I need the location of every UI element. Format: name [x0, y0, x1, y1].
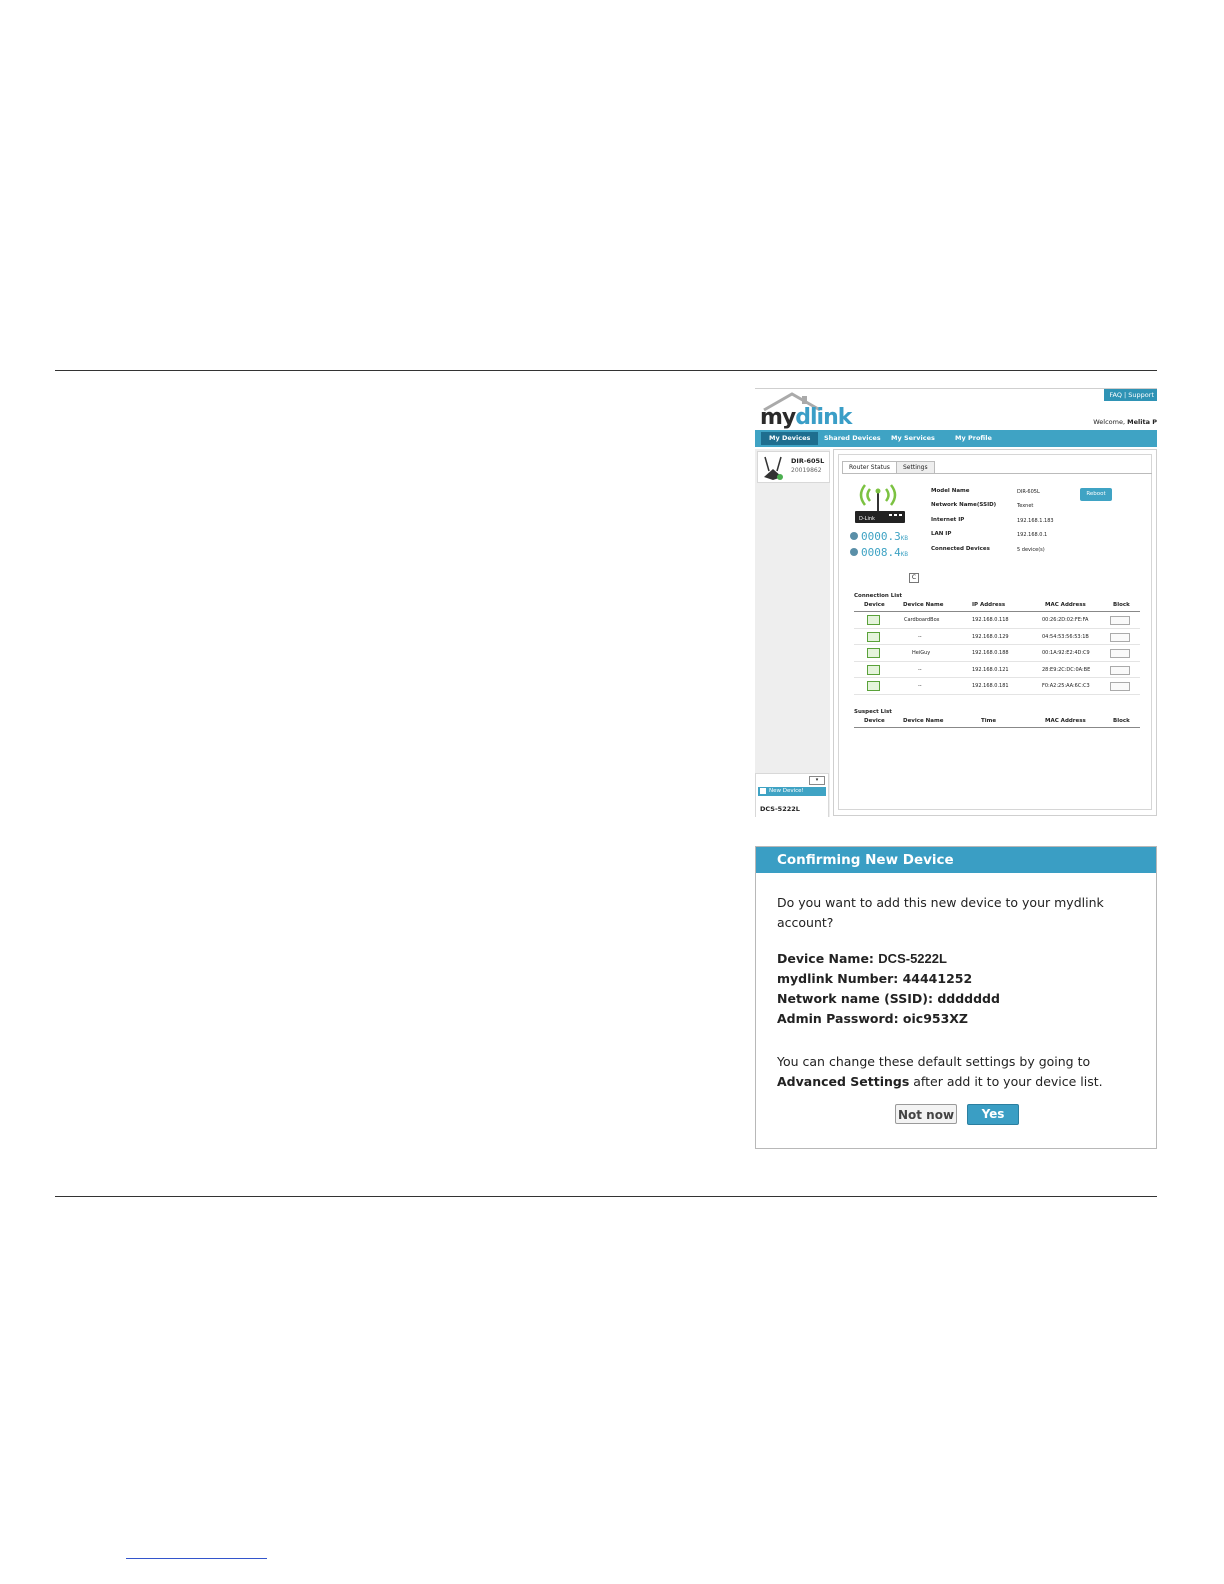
model-label: Model Name: [931, 488, 970, 494]
model-value: DIR-605L: [1017, 489, 1040, 495]
table-row: CardboardBox 192.168.0.118 00:26:2D:02:FE:FA: [854, 612, 1140, 629]
block-toggle[interactable]: [1110, 633, 1130, 642]
router-wifi-icon: [849, 481, 907, 527]
device-sidebar: [755, 449, 830, 817]
upload-icon: [850, 532, 858, 540]
refresh-icon[interactable]: C: [909, 573, 919, 583]
new-device-name: DCS-5222L: [760, 805, 800, 813]
router-icon: [761, 455, 785, 481]
ssid-label: Network Name(SSID): [931, 502, 997, 508]
device-monitor-icon: [867, 681, 880, 691]
device-monitor-icon: [867, 615, 880, 625]
user-name: Melita P: [1127, 418, 1157, 426]
device-monitor-icon: [867, 665, 880, 675]
connected-devices-label: Connected Devices: [931, 546, 990, 552]
tab-router-status[interactable]: Router Status: [842, 461, 897, 473]
connection-table-header: Device Device Name IP Address MAC Address Block: [854, 601, 1140, 612]
faq-link[interactable]: FAQ: [1109, 391, 1122, 399]
footer-link-underline[interactable]: [126, 1558, 267, 1559]
confirm-new-device-dialog: [755, 846, 1157, 1149]
device-name-line: Device Name: DCS-5222L: [777, 951, 947, 966]
new-device-icon: [760, 788, 766, 794]
table-row: -- 192.168.0.181 F0:A2:25:AA:6C:C3: [854, 678, 1140, 695]
main-nav: [755, 430, 1157, 447]
table-row: -- 192.168.0.129 04:54:53:56:53:1B: [854, 629, 1140, 646]
faq-support-bar: FAQ | Support: [1104, 389, 1157, 401]
suspect-table: [854, 717, 1140, 728]
device-monitor-icon: [867, 648, 880, 658]
bottom-divider: [55, 1196, 1157, 1197]
internet-ip-value: 192.168.1.183: [1017, 518, 1054, 524]
suspect-list-title: Suspect List: [854, 709, 892, 715]
nav-my-devices[interactable]: My Devices: [761, 432, 818, 445]
suspect-table-header: Device Device Name Time MAC Address Block: [854, 717, 1140, 728]
welcome-text: Welcome, Melita P: [1093, 418, 1157, 426]
dialog-note: You can change these default settings by going to Advanced Settings after add it to your device list.: [777, 1054, 1103, 1089]
table-row: HeiGuy 192.168.0.188 00:1A:92:E2:4D:C9: [854, 645, 1140, 662]
not-now-button[interactable]: Not now: [895, 1104, 957, 1124]
dialog-question: Do you want to add this new device to your mydlink account?: [777, 895, 1104, 930]
mydlink-logo: mydlink: [760, 392, 850, 430]
mydlink-number-line: mydlink Number: 44441252: [777, 971, 973, 986]
new-device-box: [755, 773, 829, 817]
download-icon: [850, 548, 858, 556]
router-tabs: [842, 461, 1152, 474]
nav-my-services[interactable]: My Services: [891, 434, 935, 442]
admin-password-line: Admin Password: oic953XZ: [777, 1011, 968, 1026]
device-info: [777, 949, 1000, 1029]
connected-devices-value: 5 device(s): [1017, 547, 1045, 553]
nav-shared-devices[interactable]: Shared Devices: [824, 434, 881, 442]
device-card-name: DIR-605L: [791, 457, 825, 465]
connection-table: [854, 601, 1140, 695]
new-device-item[interactable]: New Device!: [758, 787, 826, 796]
block-toggle[interactable]: [1110, 649, 1130, 658]
table-row: -- 192.168.0.121 28:E9:2C:DC:0A:BE: [854, 662, 1140, 679]
connection-list-title: Connection List: [854, 593, 903, 599]
internet-ip-label: Internet IP: [931, 517, 965, 523]
dialog-title: Confirming New Device: [777, 852, 954, 868]
tab-settings[interactable]: Settings: [896, 461, 935, 473]
download-speed: 0008.4KB: [850, 546, 908, 559]
dropdown-toggle[interactable]: ▾: [809, 776, 825, 785]
upload-speed: 0000.3KB: [850, 530, 908, 543]
block-toggle[interactable]: [1110, 682, 1130, 691]
router-panel: [833, 449, 1157, 816]
dialog-header: [756, 847, 1156, 873]
block-toggle[interactable]: [1110, 616, 1130, 625]
top-divider: [55, 370, 1157, 371]
support-link[interactable]: Support: [1128, 391, 1154, 399]
device-card-number: 20019862: [791, 467, 822, 474]
mydlink-portal-screenshot: [755, 388, 1157, 817]
ssid-value: Texnet: [1017, 503, 1034, 509]
lan-ip-value: 192.168.0.1: [1017, 532, 1048, 538]
router-brand-text: D-Link: [859, 516, 875, 522]
ssid-line: Network name (SSID): ddddddd: [777, 991, 1000, 1006]
device-card-router[interactable]: [757, 451, 830, 483]
block-toggle[interactable]: [1110, 666, 1130, 675]
nav-my-profile[interactable]: My Profile: [955, 434, 992, 442]
reboot-button[interactable]: Reboot: [1080, 488, 1112, 501]
device-monitor-icon: [867, 632, 880, 642]
lan-ip-label: LAN IP: [931, 531, 952, 537]
router-panel-inner: [838, 454, 1152, 810]
yes-button[interactable]: Yes: [967, 1104, 1019, 1125]
